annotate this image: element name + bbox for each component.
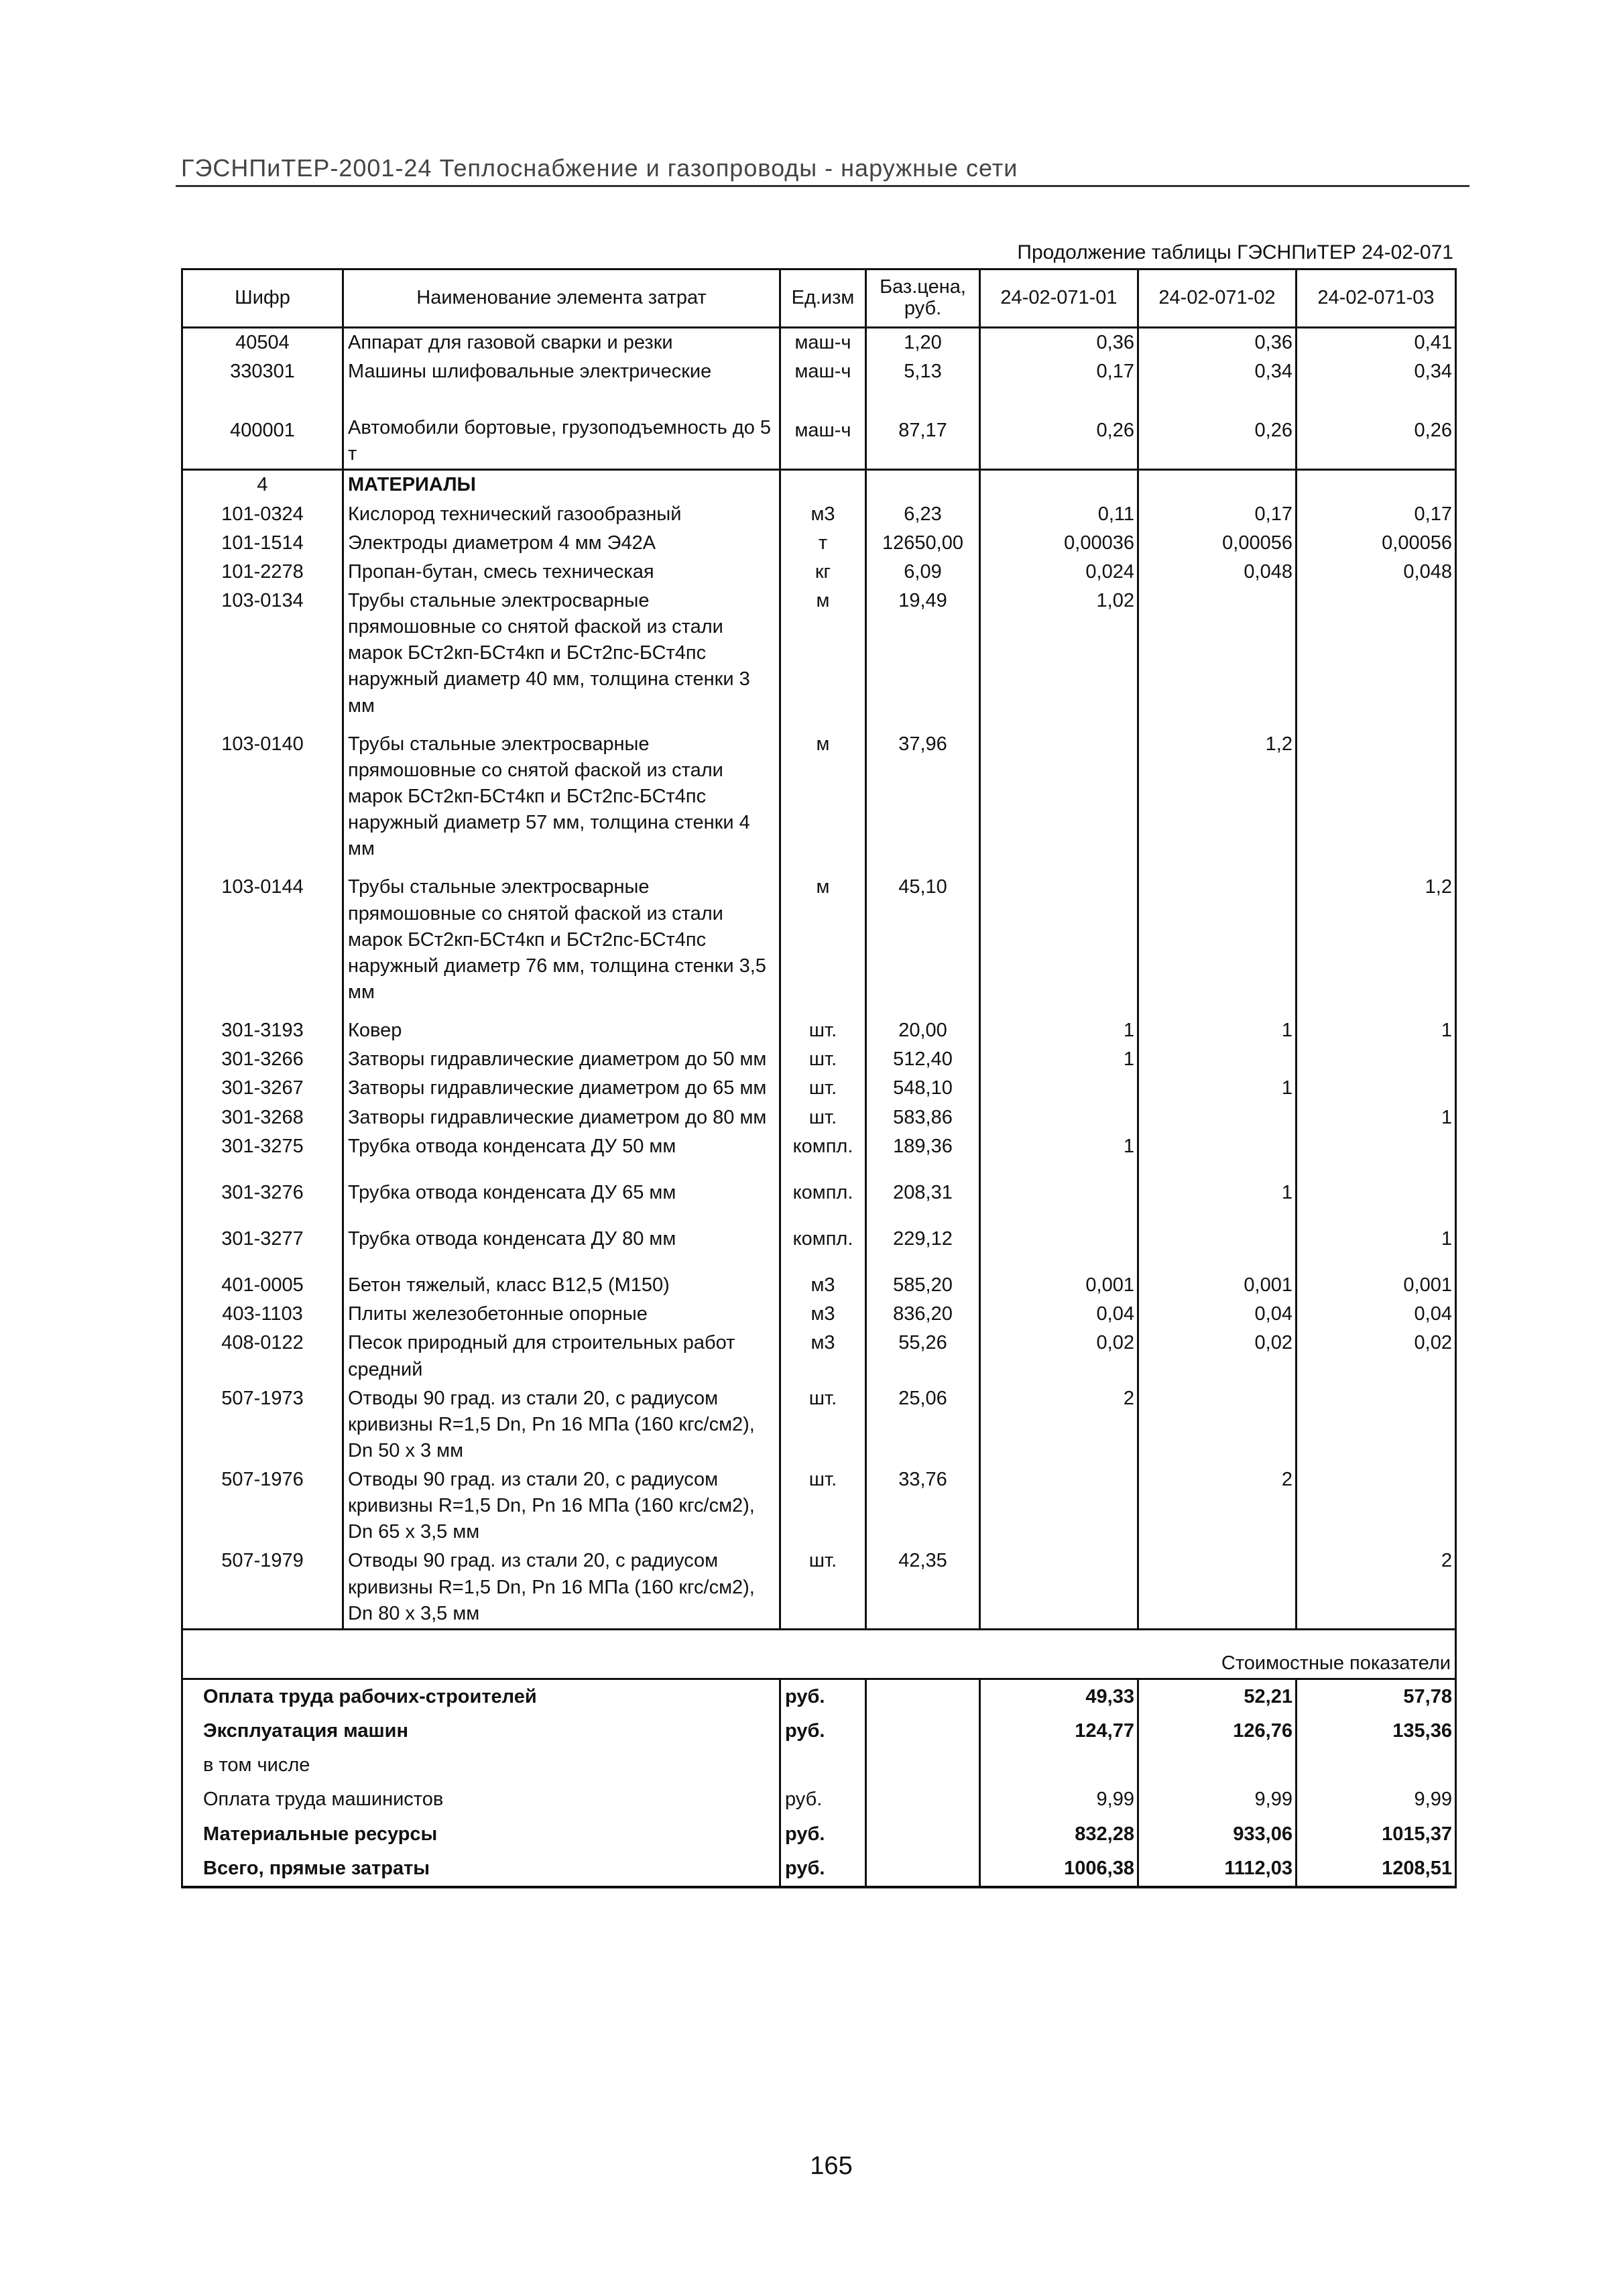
cell-code: 101-2278 bbox=[182, 558, 343, 587]
header-name: Наименование элемента затрат bbox=[343, 269, 780, 328]
cell-price: 55,26 bbox=[866, 1329, 980, 1384]
cell-value-1: 1,02 bbox=[980, 587, 1138, 730]
cell-value-1: 0,11 bbox=[980, 500, 1138, 529]
table-row bbox=[182, 730, 1456, 873]
cell-value-1 bbox=[980, 1465, 1138, 1547]
cell-value-2: 0,17 bbox=[1138, 500, 1297, 529]
cell-unit: шт. bbox=[780, 1547, 866, 1629]
cell-name: Трубка отвода конденсата ДУ 80 мм bbox=[343, 1225, 780, 1271]
cell-value-2: 1 bbox=[1138, 1016, 1297, 1045]
table-row bbox=[182, 1074, 1456, 1103]
cell-name: Бетон тяжелый, класс В12,5 (М150) bbox=[343, 1271, 780, 1300]
cell-code: 301-3193 bbox=[182, 1016, 343, 1045]
cell-value-1: 0,36 bbox=[980, 328, 1138, 358]
cell-price: 87,17 bbox=[866, 414, 980, 470]
cell-value-1 bbox=[980, 1074, 1138, 1103]
cell-name: Пропан-бутан, смесь техническая bbox=[343, 558, 780, 587]
totals-unit bbox=[780, 1748, 866, 1783]
cell-code: 103-0134 bbox=[182, 587, 343, 730]
totals-value-1: 1006,38 bbox=[980, 1852, 1138, 1887]
cell-code: 101-0324 bbox=[182, 500, 343, 529]
totals-price-empty bbox=[866, 1783, 980, 1817]
cell-code: 408-0122 bbox=[182, 1329, 343, 1384]
cell-name: Затворы гидравлические диаметром до 80 мм bbox=[343, 1103, 780, 1132]
totals-row bbox=[182, 1679, 1456, 1715]
totals-value-2: 126,76 bbox=[1138, 1714, 1297, 1748]
cell-name: Аппарат для газовой сварки и резки bbox=[343, 328, 780, 358]
cell-unit: маш-ч bbox=[780, 414, 866, 470]
table-row bbox=[182, 1016, 1456, 1045]
cell-code: 507-1979 bbox=[182, 1547, 343, 1629]
cell-value-2: 1 bbox=[1138, 1074, 1297, 1103]
cell-name: Трубы стальные электросварные прямошовные со снятой фаской из стали марок БСт2кп-БСт4кп и БСт2пс-БСт4пс наружный диаметр 76 мм, толщина стенки 3,5 мм bbox=[343, 873, 780, 1016]
cell-name: Кислород технический газообразный bbox=[343, 500, 780, 529]
cell-unit: шт. bbox=[780, 1016, 866, 1045]
table-row bbox=[182, 1179, 1456, 1225]
cell-value-3 bbox=[1297, 1465, 1456, 1547]
cell-code: 400001 bbox=[182, 414, 343, 470]
cell-value-1 bbox=[980, 730, 1138, 873]
header-code: Шифр bbox=[182, 269, 343, 328]
cell-code: 403-1103 bbox=[182, 1300, 343, 1329]
cell-value-2 bbox=[1138, 1225, 1297, 1271]
totals-unit: руб. bbox=[780, 1783, 866, 1817]
cell-unit: шт. bbox=[780, 1465, 866, 1547]
cell-name: Трубка отвода конденсата ДУ 50 мм bbox=[343, 1132, 780, 1179]
cell-name: Затворы гидравлические диаметром до 50 мм bbox=[343, 1045, 780, 1074]
cell-unit: м bbox=[780, 873, 866, 1016]
cell-value-2: 0,001 bbox=[1138, 1271, 1297, 1300]
cell-unit: компл. bbox=[780, 1132, 866, 1179]
cell-value-2: 0,048 bbox=[1138, 558, 1297, 587]
cell-code: 330301 bbox=[182, 357, 343, 414]
totals-price-empty bbox=[866, 1679, 980, 1715]
cell-value-3: 2 bbox=[1297, 1547, 1456, 1629]
cell-name: Трубы стальные электросварные прямошовные со снятой фаской из стали марок БСт2кп-БСт4кп и БСт2пс-БСт4пс наружный диаметр 57 мм, толщина стенки 4 мм bbox=[343, 730, 780, 873]
cell-value-1: 0,00036 bbox=[980, 529, 1138, 558]
cell-value-1: 0,17 bbox=[980, 357, 1138, 414]
cell-code: 301-3266 bbox=[182, 1045, 343, 1074]
cell-unit: м3 bbox=[780, 500, 866, 529]
cell-value-1: 0,024 bbox=[980, 558, 1138, 587]
cell-name: Отводы 90 град. из стали 20, с радиусом кривизны R=1,5 Dn, Pn 16 МПа (160 кгс/см2), Dn 80 x 3,5 мм bbox=[343, 1547, 780, 1629]
cell-unit: м3 bbox=[780, 1271, 866, 1300]
totals-unit: руб. bbox=[780, 1714, 866, 1748]
cell-value-3 bbox=[1297, 730, 1456, 873]
cell-value-1 bbox=[980, 1225, 1138, 1271]
totals-value-3: 9,99 bbox=[1297, 1783, 1456, 1817]
cell-value-3 bbox=[1297, 1132, 1456, 1179]
cell-value-1 bbox=[980, 1103, 1138, 1132]
cell-name: Песок природный для строительных работ средний bbox=[343, 1329, 780, 1384]
header-col3: 24-02-071-03 bbox=[1297, 269, 1456, 328]
table-row bbox=[182, 1225, 1456, 1271]
table-row bbox=[182, 1547, 1456, 1629]
cell-price: 6,23 bbox=[866, 500, 980, 529]
cell-value-1: 0,26 bbox=[980, 414, 1138, 470]
cell-unit: м3 bbox=[780, 1329, 866, 1384]
totals-unit: руб. bbox=[780, 1852, 866, 1887]
cell-unit: шт. bbox=[780, 1103, 866, 1132]
cell-value-3: 1 bbox=[1297, 1103, 1456, 1132]
cell-value-2 bbox=[1138, 1384, 1297, 1465]
cell-value-3: 0,00056 bbox=[1297, 529, 1456, 558]
cell-price: 20,00 bbox=[866, 1016, 980, 1045]
totals-value-2: 9,99 bbox=[1138, 1783, 1297, 1817]
cell-unit: шт. bbox=[780, 1045, 866, 1074]
cell-name: Отводы 90 град. из стали 20, с радиусом кривизны R=1,5 Dn, Pn 16 МПа (160 кгс/см2), Dn 65 x 3,5 мм bbox=[343, 1465, 780, 1547]
cell-value-1 bbox=[980, 1547, 1138, 1629]
cell-value-2 bbox=[1138, 1103, 1297, 1132]
table-row bbox=[182, 1132, 1456, 1179]
cell-value-1 bbox=[980, 873, 1138, 1016]
cell-value-3: 0,001 bbox=[1297, 1271, 1456, 1300]
cell-price: 548,10 bbox=[866, 1074, 980, 1103]
cell-price: 45,10 bbox=[866, 873, 980, 1016]
totals-label: в том числе bbox=[182, 1748, 780, 1783]
cell-unit: шт. bbox=[780, 1384, 866, 1465]
table-row bbox=[182, 1045, 1456, 1074]
cell-price: 208,31 bbox=[866, 1179, 980, 1225]
totals-value-3: 1015,37 bbox=[1297, 1817, 1456, 1852]
cell-unit: м bbox=[780, 730, 866, 873]
totals-unit: руб. bbox=[780, 1679, 866, 1715]
empty-cell bbox=[1138, 470, 1297, 500]
cell-code: 301-3277 bbox=[182, 1225, 343, 1271]
table-row bbox=[182, 357, 1456, 414]
table-row bbox=[182, 1103, 1456, 1132]
cell-value-2: 0,04 bbox=[1138, 1300, 1297, 1329]
header-col1: 24-02-071-01 bbox=[980, 269, 1138, 328]
table-row bbox=[182, 1384, 1456, 1465]
cell-value-1: 2 bbox=[980, 1384, 1138, 1465]
cost-indicators-label: Стоимостные показатели bbox=[182, 1629, 1456, 1679]
cell-code: 301-3275 bbox=[182, 1132, 343, 1179]
cell-code: 40504 bbox=[182, 328, 343, 358]
cost-table bbox=[181, 268, 1457, 1888]
section-code: 4 bbox=[182, 470, 343, 500]
cell-name: Ковер bbox=[343, 1016, 780, 1045]
cell-unit: м bbox=[780, 587, 866, 730]
cell-code: 401-0005 bbox=[182, 1271, 343, 1300]
cell-price: 585,20 bbox=[866, 1271, 980, 1300]
table-row bbox=[182, 414, 1456, 470]
cell-price: 836,20 bbox=[866, 1300, 980, 1329]
totals-value-3 bbox=[1297, 1748, 1456, 1783]
cell-code: 507-1973 bbox=[182, 1384, 343, 1465]
cell-value-3 bbox=[1297, 587, 1456, 730]
cell-value-2: 0,02 bbox=[1138, 1329, 1297, 1384]
cell-value-2 bbox=[1138, 1045, 1297, 1074]
totals-row bbox=[182, 1783, 1456, 1817]
cell-price: 6,09 bbox=[866, 558, 980, 587]
cell-unit: компл. bbox=[780, 1225, 866, 1271]
totals-label: Всего, прямые затраты bbox=[182, 1852, 780, 1887]
cell-price: 189,36 bbox=[866, 1132, 980, 1179]
cell-value-2 bbox=[1138, 1547, 1297, 1629]
cell-price: 1,20 bbox=[866, 328, 980, 358]
cell-price: 229,12 bbox=[866, 1225, 980, 1271]
cell-value-1: 0,02 bbox=[980, 1329, 1138, 1384]
cell-name: Отводы 90 град. из стали 20, с радиусом кривизны R=1,5 Dn, Pn 16 МПа (160 кгс/см2), Dn 50 x 3 мм bbox=[343, 1384, 780, 1465]
totals-row bbox=[182, 1817, 1456, 1852]
totals-row bbox=[182, 1748, 1456, 1783]
cell-value-3: 0,41 bbox=[1297, 328, 1456, 358]
totals-label: Эксплуатация машин bbox=[182, 1714, 780, 1748]
totals-value-1: 124,77 bbox=[980, 1714, 1138, 1748]
totals-label: Оплата труда рабочих-строителей bbox=[182, 1679, 780, 1715]
cell-value-1 bbox=[980, 1179, 1138, 1225]
table-row bbox=[182, 1329, 1456, 1384]
totals-value-2: 933,06 bbox=[1138, 1817, 1297, 1852]
continuation-label: Продолжение таблицы ГЭСНПиТЕР 24-02-071 bbox=[1017, 241, 1453, 263]
cell-value-3: 0,26 bbox=[1297, 414, 1456, 470]
totals-label: Оплата труда машинистов bbox=[182, 1783, 780, 1817]
cell-price: 12650,00 bbox=[866, 529, 980, 558]
totals-row bbox=[182, 1852, 1456, 1887]
header-unit: Ед.изм bbox=[780, 269, 866, 328]
header-col2: 24-02-071-02 bbox=[1138, 269, 1297, 328]
cell-value-3: 0,048 bbox=[1297, 558, 1456, 587]
cell-value-3 bbox=[1297, 1074, 1456, 1103]
totals-unit: руб. bbox=[780, 1817, 866, 1852]
totals-value-1: 49,33 bbox=[980, 1679, 1138, 1715]
cell-value-2: 0,34 bbox=[1138, 357, 1297, 414]
cell-unit: м3 bbox=[780, 1300, 866, 1329]
totals-value-2: 52,21 bbox=[1138, 1679, 1297, 1715]
table-row bbox=[182, 1465, 1456, 1547]
totals-label: Материальные ресурсы bbox=[182, 1817, 780, 1852]
table-row bbox=[182, 500, 1456, 529]
totals-value-3: 135,36 bbox=[1297, 1714, 1456, 1748]
table-row bbox=[182, 1300, 1456, 1329]
cell-unit: компл. bbox=[780, 1179, 866, 1225]
cell-value-1: 1 bbox=[980, 1132, 1138, 1179]
cell-price: 33,76 bbox=[866, 1465, 980, 1547]
cell-value-1: 0,001 bbox=[980, 1271, 1138, 1300]
cell-value-3: 1 bbox=[1297, 1225, 1456, 1271]
cell-value-1: 1 bbox=[980, 1045, 1138, 1074]
cell-value-3 bbox=[1297, 1384, 1456, 1465]
cell-price: 19,49 bbox=[866, 587, 980, 730]
cell-code: 301-3267 bbox=[182, 1074, 343, 1103]
cell-unit: маш-ч bbox=[780, 328, 866, 358]
cell-price: 583,86 bbox=[866, 1103, 980, 1132]
cell-name: Трубка отвода конденсата ДУ 65 мм bbox=[343, 1179, 780, 1225]
totals-price-empty bbox=[866, 1817, 980, 1852]
totals-value-1: 9,99 bbox=[980, 1783, 1138, 1817]
cell-name: Трубы стальные электросварные прямошовные со снятой фаской из стали марок БСт2кп-БСт4кп и БСт2пс-БСт4пс наружный диаметр 40 мм, толщина стенки 3 мм bbox=[343, 587, 780, 730]
cell-value-3: 0,04 bbox=[1297, 1300, 1456, 1329]
cell-price: 42,35 bbox=[866, 1547, 980, 1629]
table-row bbox=[182, 558, 1456, 587]
totals-value-1 bbox=[980, 1748, 1138, 1783]
cell-value-3: 0,17 bbox=[1297, 500, 1456, 529]
totals-value-3: 1208,51 bbox=[1297, 1852, 1456, 1887]
totals-row bbox=[182, 1714, 1456, 1748]
cell-value-2: 0,00056 bbox=[1138, 529, 1297, 558]
cell-unit: шт. bbox=[780, 1074, 866, 1103]
cell-value-2: 0,36 bbox=[1138, 328, 1297, 358]
page-header: ГЭСНПиТЕР-2001-24 Теплоснабжение и газопроводы - наружные сети bbox=[181, 154, 1018, 182]
cell-price: 25,06 bbox=[866, 1384, 980, 1465]
totals-value-2 bbox=[1138, 1748, 1297, 1783]
cell-name: Затворы гидравлические диаметром до 65 мм bbox=[343, 1074, 780, 1103]
table-row bbox=[182, 1271, 1456, 1300]
cell-value-2 bbox=[1138, 587, 1297, 730]
totals-value-2: 1112,03 bbox=[1138, 1852, 1297, 1887]
totals-price-empty bbox=[866, 1748, 980, 1783]
cell-value-3: 0,02 bbox=[1297, 1329, 1456, 1384]
cell-value-3 bbox=[1297, 1045, 1456, 1074]
cell-unit: т bbox=[780, 529, 866, 558]
cell-value-2: 0,26 bbox=[1138, 414, 1297, 470]
page-number: 165 bbox=[810, 2152, 853, 2180]
table-row bbox=[182, 328, 1456, 358]
section-title: МАТЕРИАЛЫ bbox=[343, 470, 780, 500]
cell-name: Машины шлифовальные электрические bbox=[343, 357, 780, 414]
cell-name: Автомобили бортовые, грузоподъемность до 5 т bbox=[343, 414, 780, 470]
table-row bbox=[182, 529, 1456, 558]
totals-value-3: 57,78 bbox=[1297, 1679, 1456, 1715]
cell-code: 507-1976 bbox=[182, 1465, 343, 1547]
cell-price: 37,96 bbox=[866, 730, 980, 873]
cell-unit: маш-ч bbox=[780, 357, 866, 414]
cell-value-3: 0,34 bbox=[1297, 357, 1456, 414]
cell-value-2: 1,2 bbox=[1138, 730, 1297, 873]
cell-code: 101-1514 bbox=[182, 529, 343, 558]
section-row bbox=[182, 470, 1456, 500]
cell-value-2: 2 bbox=[1138, 1465, 1297, 1547]
totals-price-empty bbox=[866, 1852, 980, 1887]
cell-code: 103-0144 bbox=[182, 873, 343, 1016]
cell-value-1: 0,04 bbox=[980, 1300, 1138, 1329]
cell-price: 512,40 bbox=[866, 1045, 980, 1074]
cell-value-2: 1 bbox=[1138, 1179, 1297, 1225]
cell-value-2 bbox=[1138, 1132, 1297, 1179]
empty-cell bbox=[980, 470, 1138, 500]
cell-price: 5,13 bbox=[866, 357, 980, 414]
header-rule bbox=[176, 185, 1469, 187]
cell-code: 301-3268 bbox=[182, 1103, 343, 1132]
totals-value-1: 832,28 bbox=[980, 1817, 1138, 1852]
cell-value-2 bbox=[1138, 873, 1297, 1016]
empty-cell bbox=[1297, 470, 1456, 500]
cell-code: 103-0140 bbox=[182, 730, 343, 873]
cost-indicators-row bbox=[182, 1629, 1456, 1679]
table-row bbox=[182, 873, 1456, 1016]
empty-cell bbox=[780, 470, 866, 500]
table-row bbox=[182, 587, 1456, 730]
cell-value-3: 1,2 bbox=[1297, 873, 1456, 1016]
totals-price-empty bbox=[866, 1714, 980, 1748]
cell-name: Плиты железобетонные опорные bbox=[343, 1300, 780, 1329]
empty-cell bbox=[866, 470, 980, 500]
cell-unit: кг bbox=[780, 558, 866, 587]
header-price: Баз.цена, руб. bbox=[866, 269, 980, 328]
table-header-row bbox=[182, 269, 1456, 328]
cell-value-3: 1 bbox=[1297, 1016, 1456, 1045]
cell-value-1: 1 bbox=[980, 1016, 1138, 1045]
cell-code: 301-3276 bbox=[182, 1179, 343, 1225]
cell-name: Электроды диаметром 4 мм Э42А bbox=[343, 529, 780, 558]
cell-value-3 bbox=[1297, 1179, 1456, 1225]
